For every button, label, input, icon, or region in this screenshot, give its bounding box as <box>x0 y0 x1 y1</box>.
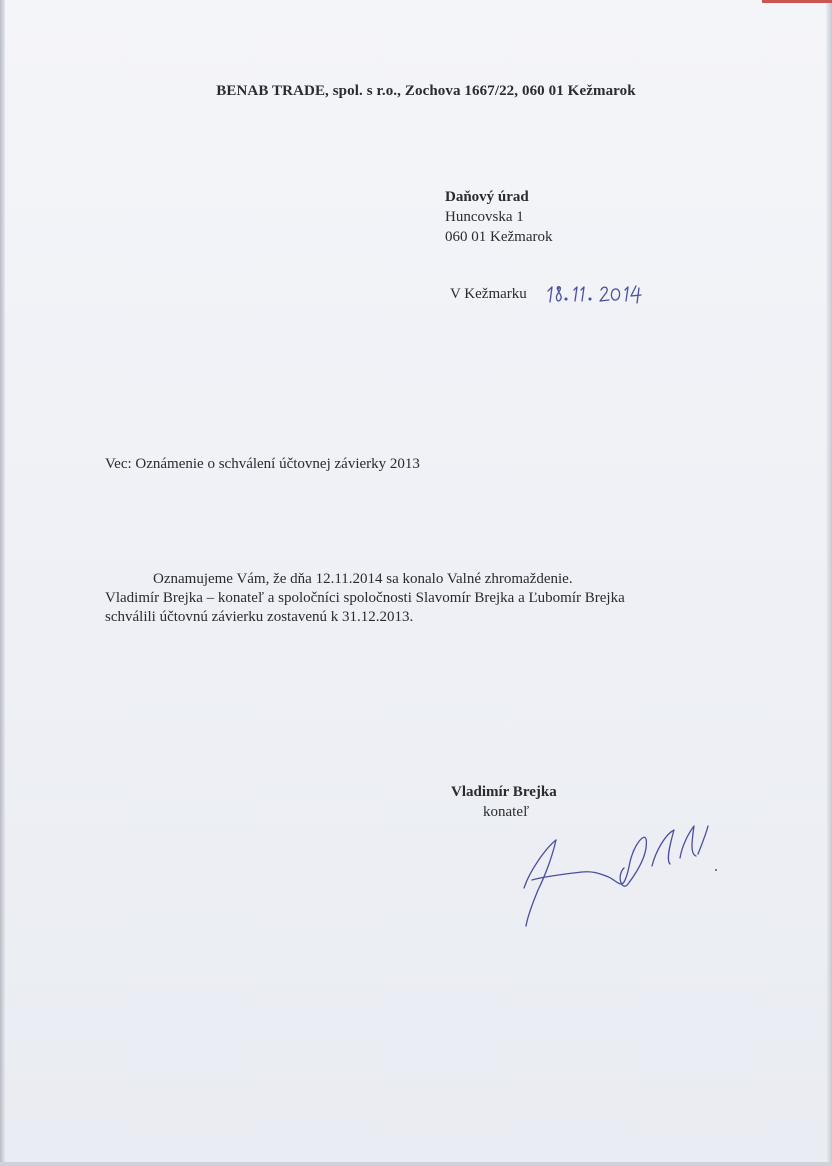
handwritten-signature <box>516 818 726 933</box>
scan-edge-left <box>0 0 5 1166</box>
recipient-name: Daňový úrad <box>445 189 529 205</box>
body-line-3: schválili účtovnú závierku zostavenú k 31.12.2013. <box>105 609 414 625</box>
signature-block <box>451 782 557 822</box>
recipient-city: 060 01 Kežmarok <box>445 229 553 245</box>
place-label: V Kežmarku <box>450 285 527 302</box>
body-line-1: Oznamujeme Vám, že dňa 12.11.2014 sa konalo Valné zhromaždenie. <box>153 571 573 587</box>
subject-line: Vec: Oznámenie o schválení účtovnej závierky 2013 <box>105 456 420 472</box>
body-line-2: Vladimír Brejka – konateľ a spoločníci spoločnosti Slavomír Brejka a Ľubomír Brejka <box>105 590 625 606</box>
letterhead <box>0 83 832 100</box>
scan-mark-top <box>762 0 832 3</box>
signer-name: Vladimír Brejka <box>451 784 557 800</box>
signer-role: konateľ <box>483 804 530 820</box>
handwritten-date <box>545 282 655 306</box>
place-and-date <box>450 282 655 306</box>
letterhead-company: BENAB TRADE, spol. s r.o., Zochova 1667/22, 060 01 Kežmarok <box>216 83 636 99</box>
recipient-street: Huncovska 1 <box>445 209 524 225</box>
scan-edge-right <box>826 0 832 1166</box>
scan-edge-bottom <box>0 1162 832 1166</box>
recipient-address <box>445 187 552 247</box>
letter-body <box>105 570 665 627</box>
